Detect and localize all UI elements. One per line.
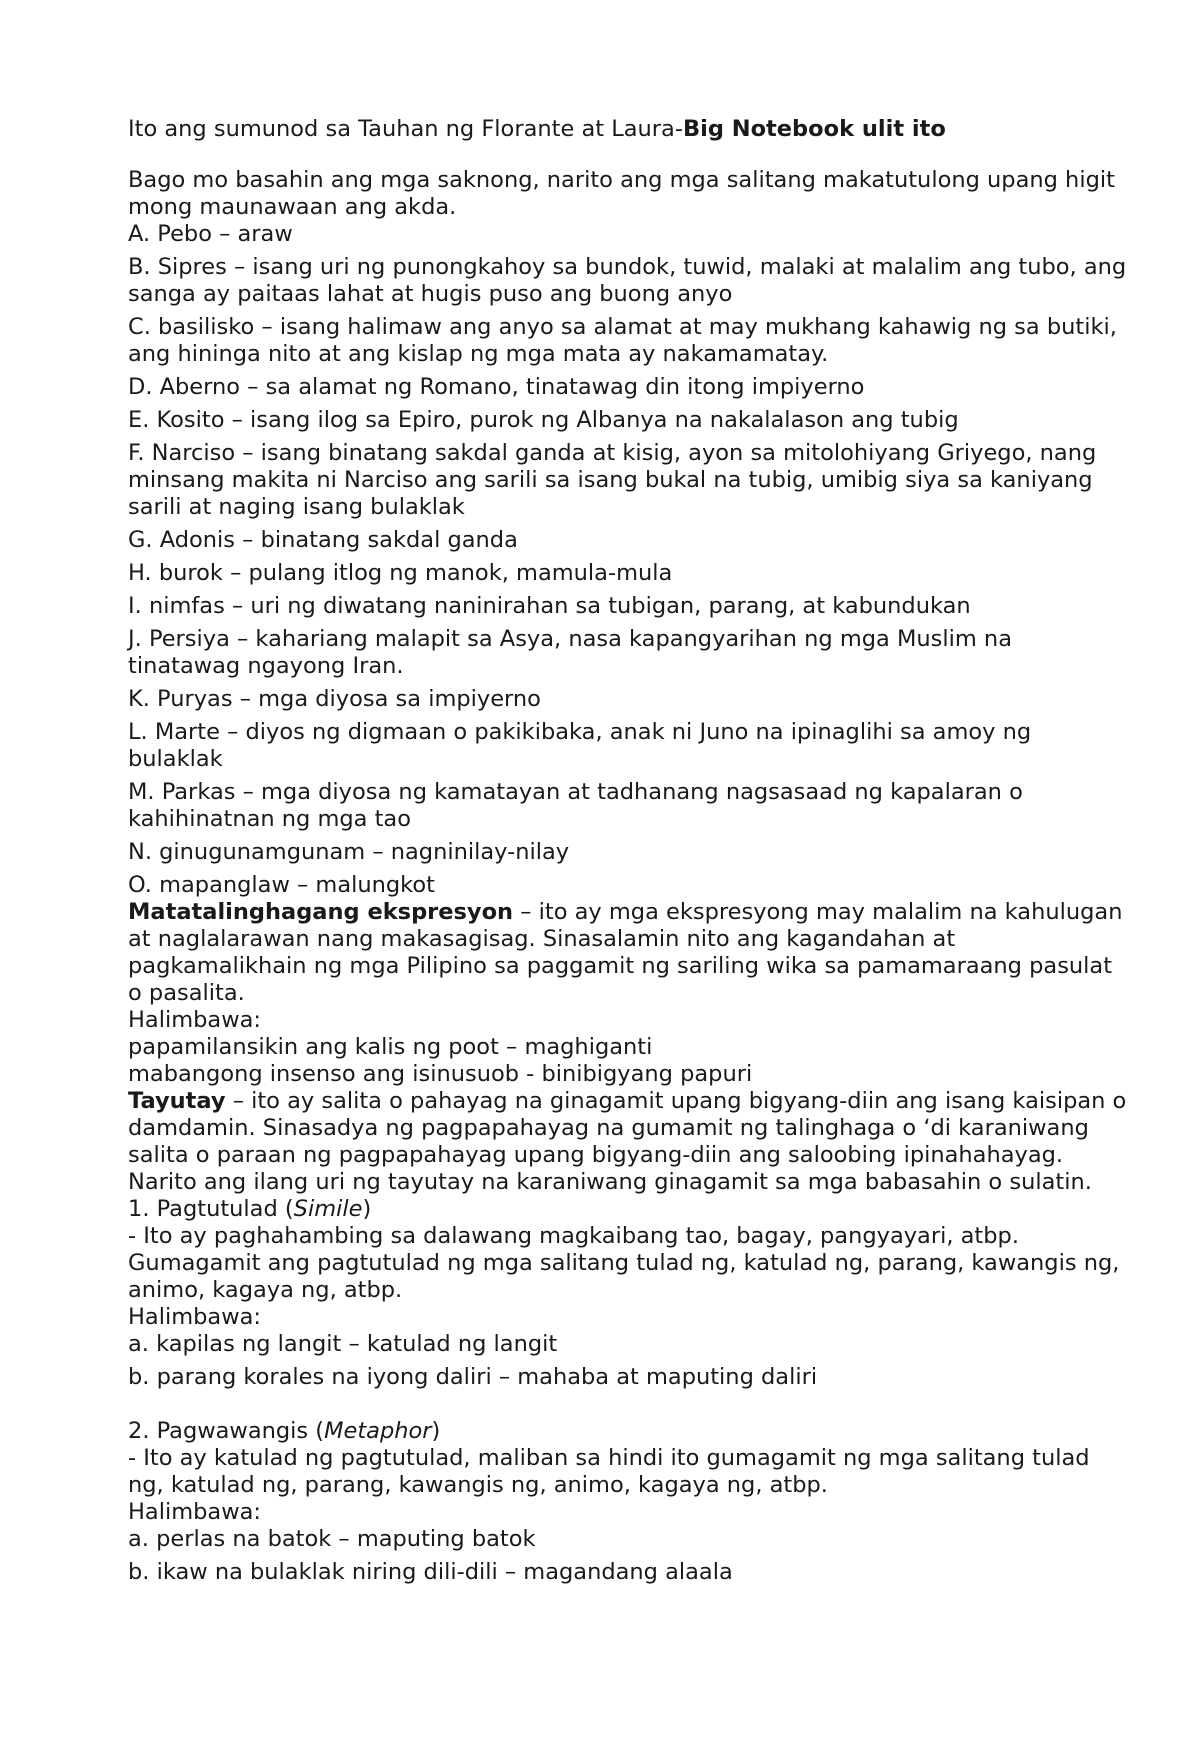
glossary-item: G. Adonis – binatang sakdal ganda bbox=[128, 527, 518, 553]
glossary-item: F. Narciso – isang binatang sakdal ganda at kisig, ayon sa mitolohiyang Griyego, nang minsang makita ni Narciso ang sarili sa isang bukal na tubig, umibig siya sa kaniyang sarili at naging isang bulaklak bbox=[128, 440, 1097, 520]
glossary-item: C. basilisko – isang halimaw ang anyo sa alamat at may mukhang kahawig ng sa butiki, ang hininga nito at ang kislap ng mga mata ay nakamamatay. bbox=[128, 314, 1117, 367]
matalinghaga-section bbox=[128, 899, 1128, 1088]
glossary-item: E. Kosito – isang ilog sa Epiro, purok ng Albanya na nakalalason ang tubig bbox=[128, 407, 959, 433]
glossary-list bbox=[128, 221, 1128, 899]
halimbawa-label: Halimbawa: bbox=[128, 1499, 261, 1525]
example-item: b. parang korales na iyong daliri – mahaba at maputing daliri bbox=[128, 1364, 818, 1390]
metaphor-section bbox=[128, 1418, 1128, 1586]
tayutay-term: Tayutay bbox=[128, 1088, 226, 1114]
glossary-item: J. Persiya – kahariang malapit sa Asya, nasa kapangyarihan ng mga Muslim na tinatawag ngayong Iran. bbox=[128, 626, 1012, 679]
matalinghaga-definition: Matatalinghagang ekspresyon – ito ay mga ekspresyong may malalim na kahulugan at naglalarawan nang makasagisag. Sinasalamin nito ang kagandahan at pagkamalikhain ng mga Pilipino sa paggamit ng sariling wika sa pamamaraang pasulat o pasalita. bbox=[128, 899, 1123, 1006]
tayutay-definition: Tayutay – ito ay salita o pahayag na ginagamit upang bigyang-diin ang isang kaisipan o damdamin. Sinasadya ng pagpapahayag na gumamit ng talinghaga o ‘di karaniwang salita o paraan ng pagpapahayag upang bigyang-diin ang saloobing ipinahahayag. bbox=[128, 1088, 1127, 1168]
glossary-item: B. Sipres – isang uri ng punongkahoy sa bundok, tuwid, malaki at malalim ang tubo, ang sanga ay paitaas lahat at hugis puso ang buong anyo bbox=[128, 254, 1127, 307]
halimbawa-label: Halimbawa: bbox=[128, 1304, 261, 1330]
glossary-item: I. nimfas – uri ng diwatang naninirahan sa tubigan, parang, at kabundukan bbox=[128, 593, 971, 619]
example-item: b. ikaw na bulaklak niring dili-dili – magandang alaala bbox=[128, 1559, 733, 1585]
glossary-item: H. burok – pulang itlog ng manok, mamula-mula bbox=[128, 560, 673, 586]
matalinghaga-term: Matatalinghagang ekspresyon bbox=[128, 899, 514, 925]
metaphor-heading: 2. Pagwawangis (Metaphor) bbox=[128, 1418, 441, 1444]
glossary-item: M. Parkas – mga diyosa ng kamatayan at tadhanang nagsasaad ng kapalaran o kahihinatnan ng mga tao bbox=[128, 779, 1023, 832]
tayutay-intro: Narito ang ilang uri ng tayutay na karaniwang ginagamit sa mga babasahin o sulatin. bbox=[128, 1169, 1092, 1195]
simile-description: - Ito ay paghahambing sa dalawang magkaibang tao, bagay, pangyayari, atbp. Gumagamit ang pagtutulad ng mga salitang tulad ng, katulad ng, parang, kawangis ng, animo, kagaya ng, atbp. bbox=[128, 1223, 1120, 1303]
page-title: Ito ang sumunod sa Tauhan ng Florante at Laura-Big Notebook ulit ito bbox=[128, 116, 946, 142]
title-bold: Big Notebook ulit ito bbox=[682, 116, 946, 142]
simile-section bbox=[128, 1196, 1128, 1391]
tayutay-section bbox=[128, 1088, 1128, 1196]
metaphor-description: - Ito ay katulad ng pagtutulad, maliban sa hindi ito gumagamit ng mga salitang tulad ng, katulad ng, parang, kawangis ng, animo, kagaya ng, atbp. bbox=[128, 1445, 1090, 1498]
document-page bbox=[128, 116, 1128, 1586]
intro-paragraph: Bago mo basahin ang mga saknong, narito ang mga salitang makatutulong upang higit mong maunawaan ang akda. bbox=[128, 167, 1115, 220]
example-item: papamilansikin ang kalis ng poot – maghiganti bbox=[128, 1034, 653, 1060]
glossary-item: A. Pebo – araw bbox=[128, 221, 293, 247]
halimbawa-label: Halimbawa: bbox=[128, 1007, 261, 1033]
example-item: a. kapilas ng langit – katulad ng langit bbox=[128, 1331, 558, 1357]
glossary-item: L. Marte – diyos ng digmaan o pakikibaka, anak ni Juno na ipinaglihi sa amoy ng bulaklak bbox=[128, 719, 1032, 772]
example-item: mabangong insenso ang isinusuob - binibigyang papuri bbox=[128, 1061, 753, 1087]
simile-heading: 1. Pagtutulad (Simile) bbox=[128, 1196, 372, 1222]
glossary-item: O. mapanglaw – malungkot bbox=[128, 872, 435, 898]
glossary-item: D. Aberno – sa alamat ng Romano, tinatawag din itong impiyerno bbox=[128, 374, 865, 400]
glossary-item: N. ginugunamgunam – nagninilay-nilay bbox=[128, 839, 570, 865]
glossary-item: K. Puryas – mga diyosa sa impiyerno bbox=[128, 686, 541, 712]
example-item: a. perlas na batok – maputing batok bbox=[128, 1526, 536, 1552]
